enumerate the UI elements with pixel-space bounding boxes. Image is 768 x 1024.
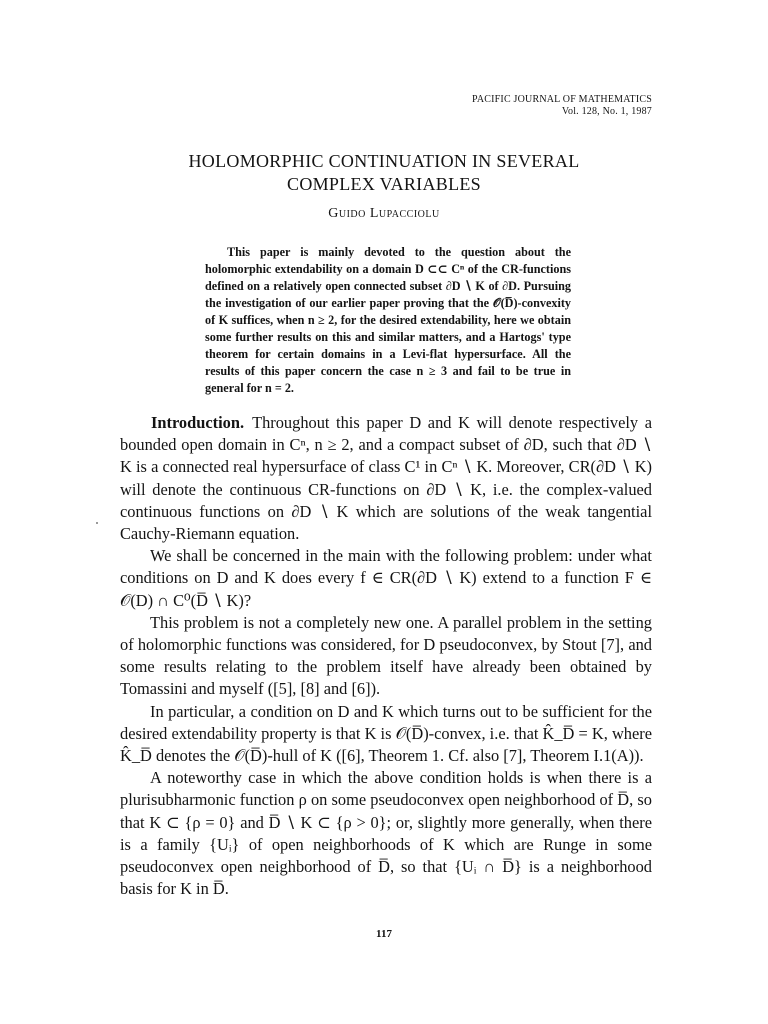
abstract: This paper is mainly devoted to the question about the holomorphic extendability on a domain D ⊂⊂ Cⁿ of the CR-functions defined on a relatively open connected subset ∂D ∖ K of ∂D. Pursuing the investigation of our earlier paper proving that the 𝒪(D̅)-convexity of K suffices, when n ≥ 2, for the desired extendability, here we obtain some further results on this and similar matters, and a Hartogs' type theorem for certain domains in a Levi-flat hypersurface. All the results of this paper concern the case n ≥ 3 and fail to be true in general for n = 2.: [205, 245, 571, 395]
introduction-heading: Introduction.: [151, 413, 245, 432]
journal-header: [472, 94, 652, 118]
paragraph-text: Throughout this paper D and K will denote respectively a bounded open domain in Cⁿ, n ≥ 2, and a compact subset of ∂D, such that ∂D ∖ K is a connected real hypersurface of class C¹ in Cⁿ ∖ K. Moreover, CR(∂D ∖ K) will denote the continuous CR-functions on ∂D ∖ K, i.e. the complex-valued continuous functions on ∂D ∖ K which are solutions of the weak tangential Cauchy-Riemann equation.: [120, 413, 652, 544]
journal-name: PACIFIC JOURNAL OF MATHEMATICS: [471, 94, 652, 105]
page-number: 117: [376, 928, 392, 940]
paper-title-line-1: HOLOMORPHIC CONTINUATION IN SEVERAL: [188, 151, 580, 171]
paragraph-introduction: [120, 412, 652, 545]
paragraph: We shall be concerned in the main with the following problem: under what conditions on D and K does every f ∈ CR(∂D ∖ K) extend to a function F ∈ 𝒪(D) ∩ C⁰(D̅ ∖ K)?: [120, 546, 652, 610]
paper-body: [120, 412, 652, 900]
paragraph: In particular, a condition on D and K which turns out to be sufficient for the desired extendability property is that K is 𝒪(D̅)-convex, i.e. that K̂_D̅ = K, where K̂_D̅ denotes the 𝒪(D̅)-hull of K ([6], Theorem 1. Cf. also [7], Theorem I.1(A)).: [120, 701, 652, 766]
paper-author: Guido Lupacciolu: [328, 206, 440, 221]
paper-title-line-2: COMPLEX VARIABLES: [287, 174, 481, 194]
paragraph: A noteworthy case in which the above condition holds is when there is a plurisubharmonic function ρ on some pseudoconvex open neighborhood of D̅, so that K ⊂ {ρ = 0} and D̅ ∖ K ⊂ {ρ > 0}; or, slightly more generally, when there is a family {Uᵢ} of open neighborhoods of K which are Runge in some pseudoconvex open neighborhood of D̅, so that {Uᵢ ∩ D̅} is a neighborhood basis for K in D̅.: [120, 768, 652, 899]
paragraph: This problem is not a completely new one. A parallel problem in the setting of holomorphic functions was considered, for D pseudoconvex, by Stout [7], and some results relating to the problem itself have already been obtained by Tomassini and myself ([5], [8] and [6]).: [120, 612, 652, 699]
paper-title: [0, 150, 768, 196]
journal-volume: Vol. 128, No. 1, 1987: [561, 106, 652, 117]
margin-mark: [96, 522, 98, 524]
